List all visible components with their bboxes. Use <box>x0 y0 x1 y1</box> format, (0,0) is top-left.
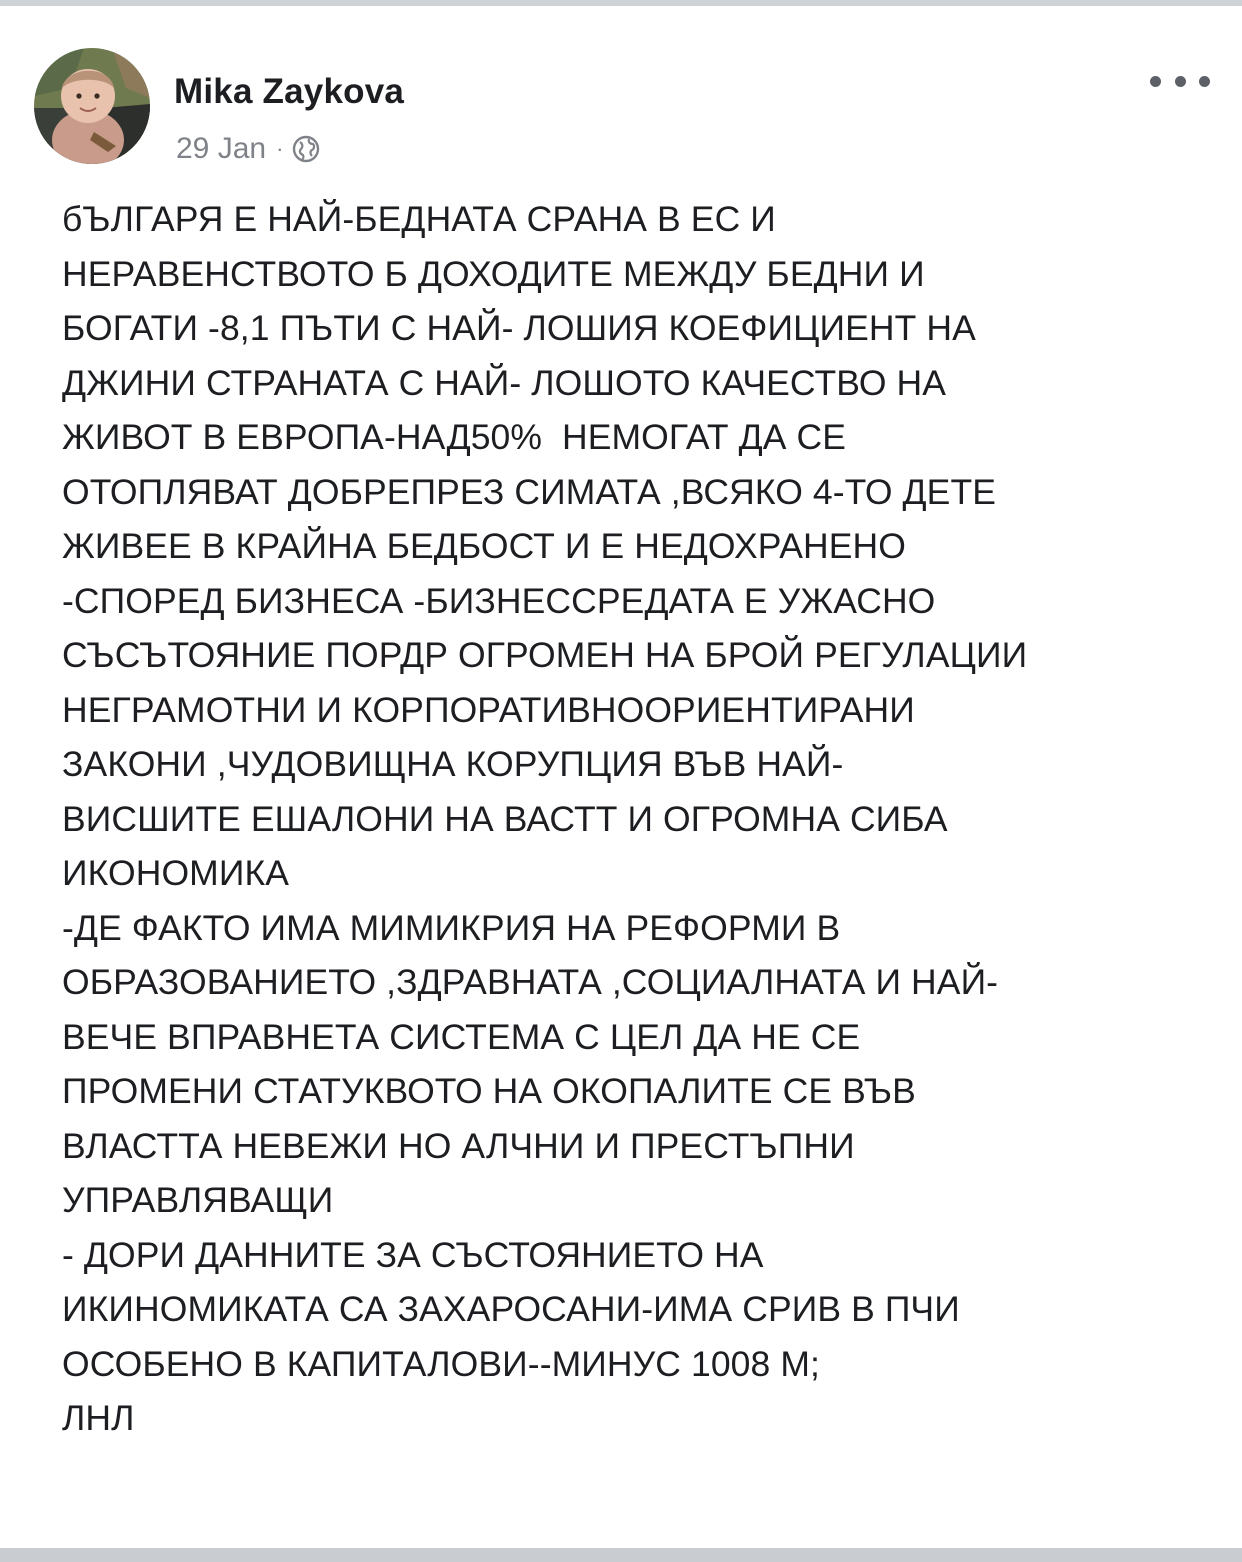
more-dot <box>1150 76 1161 87</box>
meta-separator: · <box>276 136 284 161</box>
facebook-post <box>0 6 1242 1548</box>
author-avatar[interactable] <box>34 48 150 164</box>
more-dot <box>1199 76 1210 87</box>
post-date[interactable]: 29 Jan <box>176 132 267 165</box>
bottom-border <box>0 1548 1242 1562</box>
more-dot <box>1175 76 1186 87</box>
globe-icon[interactable] <box>291 134 321 164</box>
profile-photo <box>34 48 150 164</box>
more-options-icon[interactable] <box>1150 68 1210 94</box>
post-meta <box>176 130 321 168</box>
author-name[interactable]: Mika Zaykova <box>174 72 405 111</box>
post-text: бЪЛГАРЯ Е НАЙ-БЕДНАТА СРАНА В ЕС И НЕРАВЕНСТВОТО Б ДОХОДИТЕ МЕЖДУ БЕДНИ И БОГАТИ -8,1 ПЪТИ С НАЙ- ЛОШИЯ КОЕФИЦИЕНТ НА ДЖИНИ СТРАНАТА С НАЙ- ЛОШОТО КАЧЕСТВО НА ЖИВОТ В ЕВРОПА-НАД50% НЕМОГАТ ДА СЕ ОТОПЛЯВАТ ДОБРЕПРЕЗ СИМАТА ,ВСЯКО 4-ТО ДЕТЕ ЖИВЕЕ В КРАЙНА БЕДБОСТ И Е НЕДОХРАНЕНО -СПОРЕД БИЗНЕСА -БИЗНЕССРЕДАТА Е УЖАСНО СЪСЪТОЯНИЕ ПОРДР ОГРОМЕН НА БРОЙ РЕГУЛАЦИИ НЕГРАМОТНИ И КОРПОРАТИВНООРИЕНТИРАНИ ЗАКОНИ ,ЧУДОВИЩНА КОРУПЦИЯ ВЪВ НАЙ- ВИСШИТЕ ЕШАЛОНИ НА ВАСТТ И ОГРОМНА СИБА ИКОНОМИКА -ДЕ ФАКТО ИМА МИМИКРИЯ НА РЕФОРМИ В ОБРАЗОВАНИЕТО ,ЗДРАВНАТА ,СОЦИАЛНАТА И НАЙ- ВЕЧЕ ВПРАВНЕТА СИСТЕМА С ЦЕЛ ДА НЕ СЕ ПРОМЕНИ СТАТУКВОТО НА ОКОПАЛИТЕ СЕ ВЪВ ВЛАСТТА НЕВЕЖИ НО АЛЧНИ И ПРЕСТЪПНИ УПРАВЛЯВАЩИ - ДОРИ ДАННИТЕ ЗА СЪСТОЯНИЕТО НА ИКИНОМИКАТА СА ЗАХАРОСАНИ-ИМА СРИВ В ПЧИ ОСОБЕНО В КАПИТАЛОВИ--МИНУС 1008 М; ЛНЛ <box>62 199 1028 1438</box>
